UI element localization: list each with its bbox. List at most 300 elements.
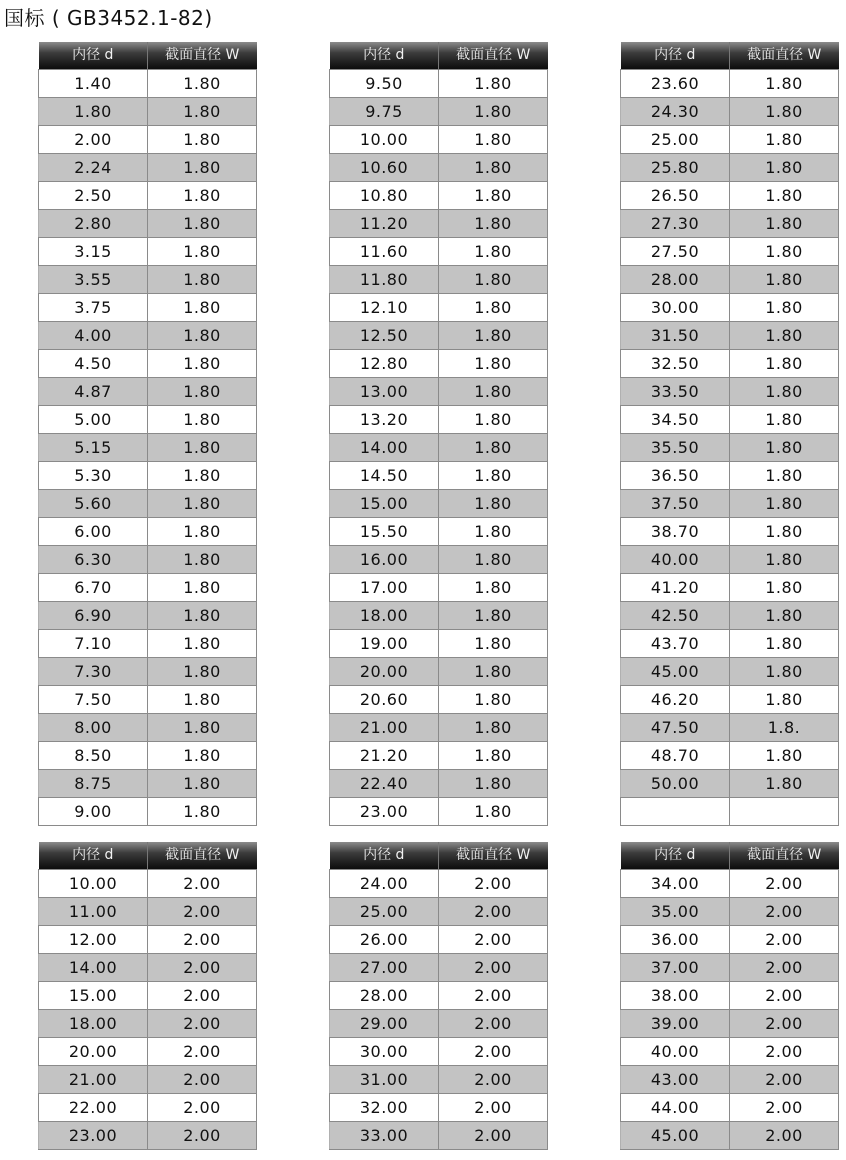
cross-section-cell: 1.80 [439,154,548,182]
inner-diameter-cell: 6.70 [39,574,148,602]
inner-diameter-cell: 4.00 [39,322,148,350]
inner-diameter-cell: 22.40 [330,770,439,798]
table-row [330,602,548,630]
cross-section-cell: 1.80 [439,350,548,378]
inner-diameter-cell: 27.00 [330,954,439,982]
inner-diameter-cell: 10.80 [330,182,439,210]
table-row [621,406,839,434]
table-row [39,490,257,518]
inner-diameter-cell: 7.10 [39,630,148,658]
inner-diameter-cell: 12.80 [330,350,439,378]
inner-diameter-cell: 8.50 [39,742,148,770]
inner-diameter-cell: 2.24 [39,154,148,182]
header-cross-section-diameter: 截面直径 W [730,42,839,70]
cross-section-cell: 1.80 [439,98,548,126]
inner-diameter-cell: 24.30 [621,98,730,126]
cross-section-cell: 2.00 [730,870,839,898]
inner-diameter-cell: 3.75 [39,294,148,322]
table-row [621,70,839,98]
inner-diameter-cell: 40.00 [621,1038,730,1066]
inner-diameter-cell: 5.15 [39,434,148,462]
inner-diameter-cell: 3.55 [39,266,148,294]
cross-section-cell: 2.00 [148,870,257,898]
inner-diameter-cell: 27.30 [621,210,730,238]
table-row [621,378,839,406]
table-row [39,238,257,266]
table-row [330,1122,548,1150]
table-row [39,518,257,546]
cross-section-cell: 1.80 [439,434,548,462]
page-title: 国标 ( GB3452.1-82) [4,6,213,30]
table-row [39,294,257,322]
inner-diameter-cell: 41.20 [621,574,730,602]
table-row [621,1094,839,1122]
size-table-6 [620,842,839,1150]
table-row [621,154,839,182]
size-table-4 [38,842,257,1150]
table-row [39,70,257,98]
inner-diameter-cell: 50.00 [621,770,730,798]
cross-section-cell: 1.80 [730,686,839,714]
cross-section-cell: 2.00 [730,1010,839,1038]
inner-diameter-cell: 6.90 [39,602,148,630]
cross-section-cell: 1.80 [730,630,839,658]
cross-section-cell: 1.80 [148,294,257,322]
table-row [621,798,839,826]
inner-diameter-cell: 27.50 [621,238,730,266]
cross-section-cell: 1.80 [148,126,257,154]
cross-section-cell: 2.00 [730,1066,839,1094]
size-table-3 [620,42,839,826]
inner-diameter-cell: 29.00 [330,1010,439,1038]
table-row [330,210,548,238]
table-row [330,546,548,574]
cross-section-cell: 1.80 [148,770,257,798]
cross-section-cell: 2.00 [148,1094,257,1122]
inner-diameter-cell: 14.00 [39,954,148,982]
cross-section-cell: 1.80 [730,434,839,462]
table-row [330,322,548,350]
cross-section-cell: 2.00 [148,926,257,954]
table-header [621,842,839,870]
table-row [330,870,548,898]
cross-section-cell: 2.00 [730,954,839,982]
cross-section-cell: 1.80 [148,490,257,518]
table-row [621,926,839,954]
cross-section-cell: 2.00 [439,954,548,982]
inner-diameter-cell: 1.40 [39,70,148,98]
inner-diameter-cell: 36.50 [621,462,730,490]
table-row [39,434,257,462]
cross-section-cell: 2.00 [439,1066,548,1094]
cross-section-cell: 1.80 [730,294,839,322]
cross-section-cell: 1.80 [148,210,257,238]
inner-diameter-cell: 9.50 [330,70,439,98]
table-row [621,210,839,238]
table-row [39,154,257,182]
inner-diameter-cell: 39.00 [621,1010,730,1038]
table-row [330,126,548,154]
inner-diameter-cell: 12.00 [39,926,148,954]
table-row [330,434,548,462]
cross-section-cell: 2.00 [148,954,257,982]
inner-diameter-cell: 30.00 [330,1038,439,1066]
table-row [330,1094,548,1122]
inner-diameter-cell: 2.80 [39,210,148,238]
cross-section-cell: 1.80 [439,602,548,630]
cross-section-cell: 1.80 [730,490,839,518]
inner-diameter-cell: 8.00 [39,714,148,742]
table-row [39,406,257,434]
inner-diameter-cell: 31.50 [621,322,730,350]
cross-section-cell: 2.00 [148,1038,257,1066]
table-row [621,954,839,982]
inner-diameter-cell: 11.00 [39,898,148,926]
inner-diameter-cell: 10.60 [330,154,439,182]
inner-diameter-cell: 38.00 [621,982,730,1010]
inner-diameter-cell: 23.00 [330,798,439,826]
header-inner-diameter: 内径 d [330,842,439,870]
cross-section-cell: 1.80 [148,798,257,826]
inner-diameter-cell: 25.80 [621,154,730,182]
table-row [330,182,548,210]
header-inner-diameter: 内径 d [621,42,730,70]
table-row [330,266,548,294]
cross-section-cell: 1.80 [439,126,548,154]
table-row [330,154,548,182]
inner-diameter-cell: 12.50 [330,322,439,350]
table-header [330,42,548,70]
cross-section-cell: 1.80 [148,602,257,630]
inner-diameter-cell: 10.00 [39,870,148,898]
table-header [330,842,548,870]
table-row [621,98,839,126]
table-row [39,182,257,210]
inner-diameter-cell: 5.00 [39,406,148,434]
table-row [621,546,839,574]
table-row [39,898,257,926]
cross-section-cell: 1.80 [439,490,548,518]
table-row [330,574,548,602]
inner-diameter-cell: 5.30 [39,462,148,490]
table-row [621,630,839,658]
cross-section-cell: 2.00 [439,1122,548,1150]
cross-section-cell: 2.00 [148,1010,257,1038]
table-row [39,770,257,798]
cross-section-cell: 1.80 [730,182,839,210]
table-row [330,982,548,1010]
table-row [39,1066,257,1094]
inner-diameter-cell: 2.50 [39,182,148,210]
cross-section-cell: 1.8. [730,714,839,742]
cross-section-cell: 1.80 [730,322,839,350]
inner-diameter-cell: 25.00 [621,126,730,154]
inner-diameter-cell: 26.00 [330,926,439,954]
inner-diameter-cell: 18.00 [330,602,439,630]
inner-diameter-cell: 6.30 [39,546,148,574]
cross-section-cell: 1.80 [439,630,548,658]
cross-section-cell: 1.80 [148,574,257,602]
cross-section-cell: 1.80 [730,406,839,434]
header-inner-diameter: 内径 d [39,42,148,70]
inner-diameter-cell: 9.00 [39,798,148,826]
inner-diameter-cell: 32.00 [330,1094,439,1122]
inner-diameter-cell: 35.50 [621,434,730,462]
inner-diameter-cell: 45.00 [621,658,730,686]
cross-section-cell: 1.80 [730,378,839,406]
cross-section-cell: 2.00 [148,1066,257,1094]
table-row [330,70,548,98]
table-row [621,462,839,490]
cross-section-cell: 1.80 [439,714,548,742]
inner-diameter-cell: 33.50 [621,378,730,406]
inner-diameter-cell: 33.00 [330,1122,439,1150]
cross-section-cell: 1.80 [730,770,839,798]
cross-section-cell: 2.00 [730,898,839,926]
inner-diameter-cell: 2.00 [39,126,148,154]
table-row [39,546,257,574]
cross-section-cell: 1.80 [148,98,257,126]
table-row [330,294,548,322]
cross-section-cell: 2.00 [730,1094,839,1122]
table-row [39,266,257,294]
inner-diameter-cell: 47.50 [621,714,730,742]
inner-diameter-cell: 28.00 [330,982,439,1010]
table-row [330,378,548,406]
header-cross-section-diameter: 截面直径 W [730,842,839,870]
table-row [621,602,839,630]
cross-section-cell: 2.00 [730,1122,839,1150]
cross-section-cell: 1.80 [148,462,257,490]
table-row [621,770,839,798]
table-row [621,1066,839,1094]
inner-diameter-cell: 24.00 [330,870,439,898]
inner-diameter-cell: 26.50 [621,182,730,210]
cross-section-cell: 1.80 [439,70,548,98]
cross-section-cell: 1.80 [148,350,257,378]
cross-section-cell: 1.80 [730,70,839,98]
inner-diameter-cell: 14.00 [330,434,439,462]
inner-diameter-cell: 20.00 [39,1038,148,1066]
inner-diameter-cell: 25.00 [330,898,439,926]
table-row [330,350,548,378]
table-row [39,982,257,1010]
table-row [330,98,548,126]
table-row [39,742,257,770]
table-row [330,406,548,434]
table-row [39,926,257,954]
cross-section-cell: 1.80 [439,658,548,686]
inner-diameter-cell: 45.00 [621,1122,730,1150]
table-row [330,1010,548,1038]
table-header [39,842,257,870]
cross-section-cell: 1.80 [439,210,548,238]
cross-section-cell: 1.80 [730,574,839,602]
table-row [621,238,839,266]
table-row [621,686,839,714]
inner-diameter-cell: 21.00 [39,1066,148,1094]
inner-diameter-cell: 19.00 [330,630,439,658]
table-row [39,126,257,154]
cross-section-cell: 1.80 [148,182,257,210]
table-row [330,954,548,982]
table-row [39,630,257,658]
table-row [39,658,257,686]
inner-diameter-cell: 32.50 [621,350,730,378]
inner-diameter-cell: 7.30 [39,658,148,686]
inner-diameter-cell: 21.20 [330,742,439,770]
table-row [39,870,257,898]
inner-diameter-cell: 34.50 [621,406,730,434]
table-row [330,490,548,518]
inner-diameter-cell: 11.60 [330,238,439,266]
inner-diameter-cell: 10.00 [330,126,439,154]
size-table-5 [329,842,548,1150]
size-table-2 [329,42,548,826]
cross-section-cell: 2.00 [439,1010,548,1038]
cross-section-cell: 1.80 [439,294,548,322]
cross-section-cell: 2.00 [148,898,257,926]
cross-section-cell: 1.80 [148,238,257,266]
inner-diameter-cell: 11.20 [330,210,439,238]
cross-section-cell: 2.00 [439,870,548,898]
header-inner-diameter: 内径 d [330,42,439,70]
table-row [621,742,839,770]
table-row [39,798,257,826]
inner-diameter-cell: 46.20 [621,686,730,714]
cross-section-cell: 1.80 [730,98,839,126]
cross-section-cell: 2.00 [439,1038,548,1066]
table-row [330,798,548,826]
table-row [39,378,257,406]
cross-section-cell: 1.80 [148,154,257,182]
table-row [621,574,839,602]
table-row [39,1010,257,1038]
table-row [330,238,548,266]
cross-section-cell: 1.80 [439,266,548,294]
inner-diameter-cell: 14.50 [330,462,439,490]
inner-diameter-cell: 7.50 [39,686,148,714]
cross-section-cell: 1.80 [439,742,548,770]
cross-section-cell: 1.80 [730,126,839,154]
inner-diameter-cell: 4.50 [39,350,148,378]
table-row [39,954,257,982]
inner-diameter-cell: 15.50 [330,518,439,546]
cross-section-cell: 1.80 [148,742,257,770]
table-row [330,518,548,546]
cross-section-cell: 1.80 [730,210,839,238]
table-row [621,322,839,350]
inner-diameter-cell [621,798,730,826]
cross-section-cell: 1.80 [730,518,839,546]
header-cross-section-diameter: 截面直径 W [439,842,548,870]
cross-section-cell: 1.80 [439,238,548,266]
table-row [39,350,257,378]
cross-section-cell: 1.80 [148,546,257,574]
cross-section-cell: 1.80 [148,518,257,546]
table-row [621,658,839,686]
inner-diameter-cell: 4.87 [39,378,148,406]
table-row [621,870,839,898]
inner-diameter-cell: 30.00 [621,294,730,322]
table-row [330,658,548,686]
table-row [39,602,257,630]
header-cross-section-diameter: 截面直径 W [148,842,257,870]
inner-diameter-cell: 35.00 [621,898,730,926]
inner-diameter-cell: 43.00 [621,1066,730,1094]
cross-section-cell: 2.00 [148,1122,257,1150]
table-row [621,518,839,546]
table-row [621,490,839,518]
table-row [39,714,257,742]
table-row [39,1122,257,1150]
cross-section-cell: 2.00 [730,982,839,1010]
cross-section-cell: 1.80 [439,546,548,574]
size-table-1 [38,42,257,826]
table-row [330,686,548,714]
table-row [39,1094,257,1122]
inner-diameter-cell: 21.00 [330,714,439,742]
header-inner-diameter: 内径 d [621,842,730,870]
table-row [621,126,839,154]
inner-diameter-cell: 15.00 [330,490,439,518]
header-cross-section-diameter: 截面直径 W [439,42,548,70]
inner-diameter-cell: 37.00 [621,954,730,982]
inner-diameter-cell: 34.00 [621,870,730,898]
table-row [330,630,548,658]
inner-diameter-cell: 37.50 [621,490,730,518]
inner-diameter-cell: 44.00 [621,1094,730,1122]
cross-section-cell: 1.80 [148,266,257,294]
cross-section-cell: 1.80 [148,434,257,462]
cross-section-cell: 1.80 [439,798,548,826]
table-row [621,266,839,294]
inner-diameter-cell: 23.00 [39,1122,148,1150]
inner-diameter-cell: 20.60 [330,686,439,714]
table-row [621,1010,839,1038]
inner-diameter-cell: 1.80 [39,98,148,126]
inner-diameter-cell: 42.50 [621,602,730,630]
table-row [621,982,839,1010]
table-row [621,1038,839,1066]
cross-section-cell: 1.80 [148,70,257,98]
cross-section-cell: 1.80 [439,770,548,798]
cross-section-cell: 1.80 [148,686,257,714]
table-header [621,42,839,70]
inner-diameter-cell: 18.00 [39,1010,148,1038]
cross-section-cell: 1.80 [148,658,257,686]
table-row [330,742,548,770]
table-row [621,898,839,926]
inner-diameter-cell: 12.10 [330,294,439,322]
table-row [330,1066,548,1094]
cross-section-cell: 2.00 [439,1094,548,1122]
cross-section-cell: 1.80 [439,518,548,546]
inner-diameter-cell: 5.60 [39,490,148,518]
table-row [330,926,548,954]
inner-diameter-cell: 13.20 [330,406,439,434]
table-row [39,574,257,602]
table-row [621,350,839,378]
inner-diameter-cell: 48.70 [621,742,730,770]
cross-section-cell: 1.80 [730,462,839,490]
cross-section-cell: 2.00 [148,982,257,1010]
cross-section-cell: 1.80 [148,406,257,434]
inner-diameter-cell: 36.00 [621,926,730,954]
cross-section-cell [730,798,839,826]
cross-section-cell: 2.00 [730,1038,839,1066]
inner-diameter-cell: 6.00 [39,518,148,546]
